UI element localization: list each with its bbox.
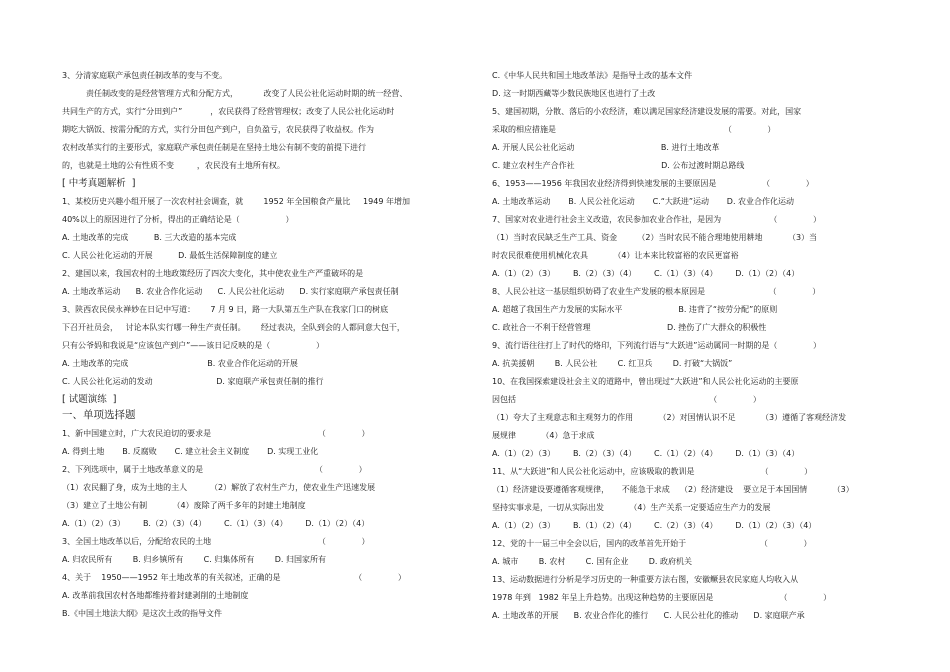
text-line: A.（1）（2）（3） B.（2）（3）（4） C.（1）（3）（4） D.（1）（2）（4） — [492, 269, 800, 278]
text-line: A. 得到土地 B. 反腐败 C. 建立社会主义制度 D. 实现工业化 — [62, 447, 319, 456]
text-line: [ 试题演练 ] — [62, 394, 117, 405]
text-line: 1、新中国建立时，广大农民迫切的要求是 （ ） — [62, 429, 370, 438]
text-line: （1）当时农民缺乏生产工具、资金 （2）当时农民不能合理地使用耕地 （3）当 — [492, 233, 818, 242]
text-line: A. 城市 B. 农村 C. 国有企业 D. 政府机关 — [492, 557, 692, 566]
text-line: 的，也就是土地的公有性质不变 ，农民没有土地所有权。 — [62, 161, 285, 170]
text-line: 期吃大锅饭、按需分配的方式，实行分田包产到户，自负盈亏，农民获得了收益权。作为 — [62, 125, 374, 134]
text-line: 9、流行语往往打上了时代的烙印，下列流行语与“大跃进”运动属同一时期的是（ ） — [492, 341, 821, 350]
text-line: A. 归农民所有 B. 归乡镇所有 C. 归集体所有 D. 归国家所有 — [62, 555, 326, 564]
text-line: 13、运动数据进行分析是学习历史的一种重要方法右图，安徽鳜县农民家庭人均收入从 — [492, 575, 799, 584]
text-line: 10、在我国探索建设社会主义的道路中，曾出现过“大跃进”和人民公社化运动的主要原 — [492, 377, 799, 386]
text-line: A. 抗美援朝 B. 人民公社 C. 红卫兵 D. 打破“大锅饭” — [492, 359, 733, 368]
text-line: 下召开社员会， 讨论本队实行哪一种生产责任制。 经过表决，全队到会的人都同意大包干， — [62, 323, 405, 332]
text-line: 时农民很难使用机械化农具 （4）让本来比较富裕的农民更富裕 — [492, 251, 739, 260]
text-line: 坚持实事求是，一切从实际出发 （4）生产关系一定要适应生产力的发展 — [492, 503, 771, 512]
text-line: C. 政社合一不利于经营管理 D. 挫伤了广大群众的积极性 — [492, 323, 767, 332]
text-line: （3）建立了土地公有制 （4）废除了两千多年的封建土地制度 — [62, 501, 306, 510]
text-line: A. 土地改革的完成 B. 三大改造的基本完成 — [62, 233, 237, 242]
text-line: C. 人民公社化运动的开展 D. 最低生活保障制度的建立 — [62, 251, 278, 260]
text-line: 因包括 （ ） — [492, 395, 761, 404]
text-line: C. 建立农村生产合作社 D. 公布过渡时期总路线 — [492, 161, 745, 170]
text-line: 8、人民公社这一基层组织妨碍了农业生产发展的根本原因是 （ ） — [492, 287, 821, 296]
text-line: A.（1）（2）（3） B.（2）（3）（4） C.（1）（2）（4） D.（1）（3）（4） — [492, 449, 800, 458]
text-line: A. 土地改革运动 B. 人民公社化运动 C.“大跃进”运动 D. 农业合作化运动 — [492, 197, 795, 206]
text-line: 共同生产的方式，实行“分田到户” ，农民获得了经营管理权；改变了人民公社化运动时 — [62, 107, 395, 116]
text-line: 12、党的十一届三中全会以后，国内的改革首先开始于 （ ） — [492, 539, 812, 548]
text-line: 一、单项选择题 — [62, 409, 136, 421]
text-line: 11、从“大跃进”和人民公社化运动中，应该吸取的教训是 （ ） — [492, 467, 813, 476]
text-line: C.《中华人民共和国土地改革法》是指导土改的基本文件 — [492, 71, 693, 80]
text-line: （1）夸大了主观意志和主观努力的作用 （2）对国情认识不足 （3）遵循了客观经济发 — [492, 413, 847, 422]
text-line: A.（1）（2）（3） B.（2）（3）（4） C.（1）（3）（4） D.（1）（2）（4） — [62, 519, 370, 528]
text-line: （1）农民翻了身，成为土地的主人 （2）解放了农村生产力，使农业生产迅速发展 — [62, 483, 376, 492]
text-line: 2、下列选项中，属于土地改革意义的是 （ ） — [62, 465, 367, 474]
text-line: 展规律 （4）急于求成 — [492, 431, 595, 440]
text-line: A. 超越了我国生产力发展的实际水平 B. 违背了“按劳分配”的原则 — [492, 305, 778, 314]
text-line: （1）经济建设要遵循客观规律， 不能急于求成 （2）经济建设 要立足于本国国情 （3） — [492, 485, 854, 494]
text-line: A.（1）（2）（3） B.（1）（2）（4） C.（2）（3）（4） D.（1）（2）（3）（4） — [492, 521, 817, 530]
text-line: A. 土地改革的开展 B. 农业合作化的推行 C. 人民公社化的推动 D. 家庭联产承 — [492, 611, 805, 620]
text-line: 只有公爷妈和我说是“应该包产到户”——该日记反映的是（ ） — [62, 341, 325, 350]
text-line: 2、建国以来，我国农村的土地政策经历了四次大变化，其中使农业生产严重破坏的是 — [62, 269, 364, 278]
text-line: B.《中国土地法大纲》是这次土改的指导文件 — [62, 609, 223, 618]
text-line: 5、建国初期，分散、落后的小农经济，难以满足国家经济建设发展的需要。对此，国家 — [492, 107, 802, 116]
text-line: [ 中考真题解析 ] — [62, 178, 136, 189]
text-line: 7、国家对农业进行社会主义改造，农民参加农业合作社，是因为 （ ） — [492, 215, 822, 224]
text-line: 40%以上的原因进行了分析，得出的正确结论是（ ） — [62, 215, 294, 224]
text-line: A. 土地改革的完成 B. 农业合作化运动的开展 — [62, 359, 298, 368]
text-line: 农村改革实行的主要形式，家庭联产承包责任制是在坚持土地公有制不变的前提下进行 — [62, 143, 366, 152]
text-line: A. 改革前我国农村各地都维持着封建剥削的土地制度 — [62, 591, 249, 600]
text-line: C. 人民公社化运动的发动 D. 家庭联产承包责任制的推行 — [62, 377, 324, 386]
text-line: 4、关于 1950——1952 年土地改革的有关叙述，正确的是 （ ） — [62, 573, 406, 582]
text-line: A. 土地改革运动 B. 农业合作化运动 C. 人民公社化运动 D. 实行家庭联产承包责任制 — [62, 287, 399, 296]
text-line: D. 这一时期西藏等少数民族地区也进行了土改 — [492, 89, 656, 98]
text-line: 采取的相应措施是 （ ） — [492, 125, 776, 134]
text-line: A. 开展人民公社化运动 B. 进行土地改革 — [492, 143, 720, 152]
text-line: 1、某校历史兴趣小组开展了一次农村社会调查，就 1952 年全国粮食产量比 1949 年增加 — [62, 197, 410, 206]
text-line: 责任制改变的是经营管理方式和分配方式， 改变了人民公社化运动时期的统一经营、 — [86, 89, 408, 98]
text-line: 3、陕西农民侯永禅妙在日记中写道： 7 月 9 日，路一大队第五生产队在我家门口的树底 — [62, 305, 389, 314]
text-line: 3、全国土地改革以后，分配给农民的土地 （ ） — [62, 537, 370, 546]
text-line: 1978 年到 1982 年呈上升趋势。出现这种趋势的主要原因是 （ ） — [492, 593, 832, 602]
text-line: 3、分清家庭联产承包责任制改革的变与不变。 — [62, 71, 228, 80]
text-line: 6、1953——1956 年我国农业经济得到快速发展的主要原因是 （ ） — [492, 179, 814, 188]
